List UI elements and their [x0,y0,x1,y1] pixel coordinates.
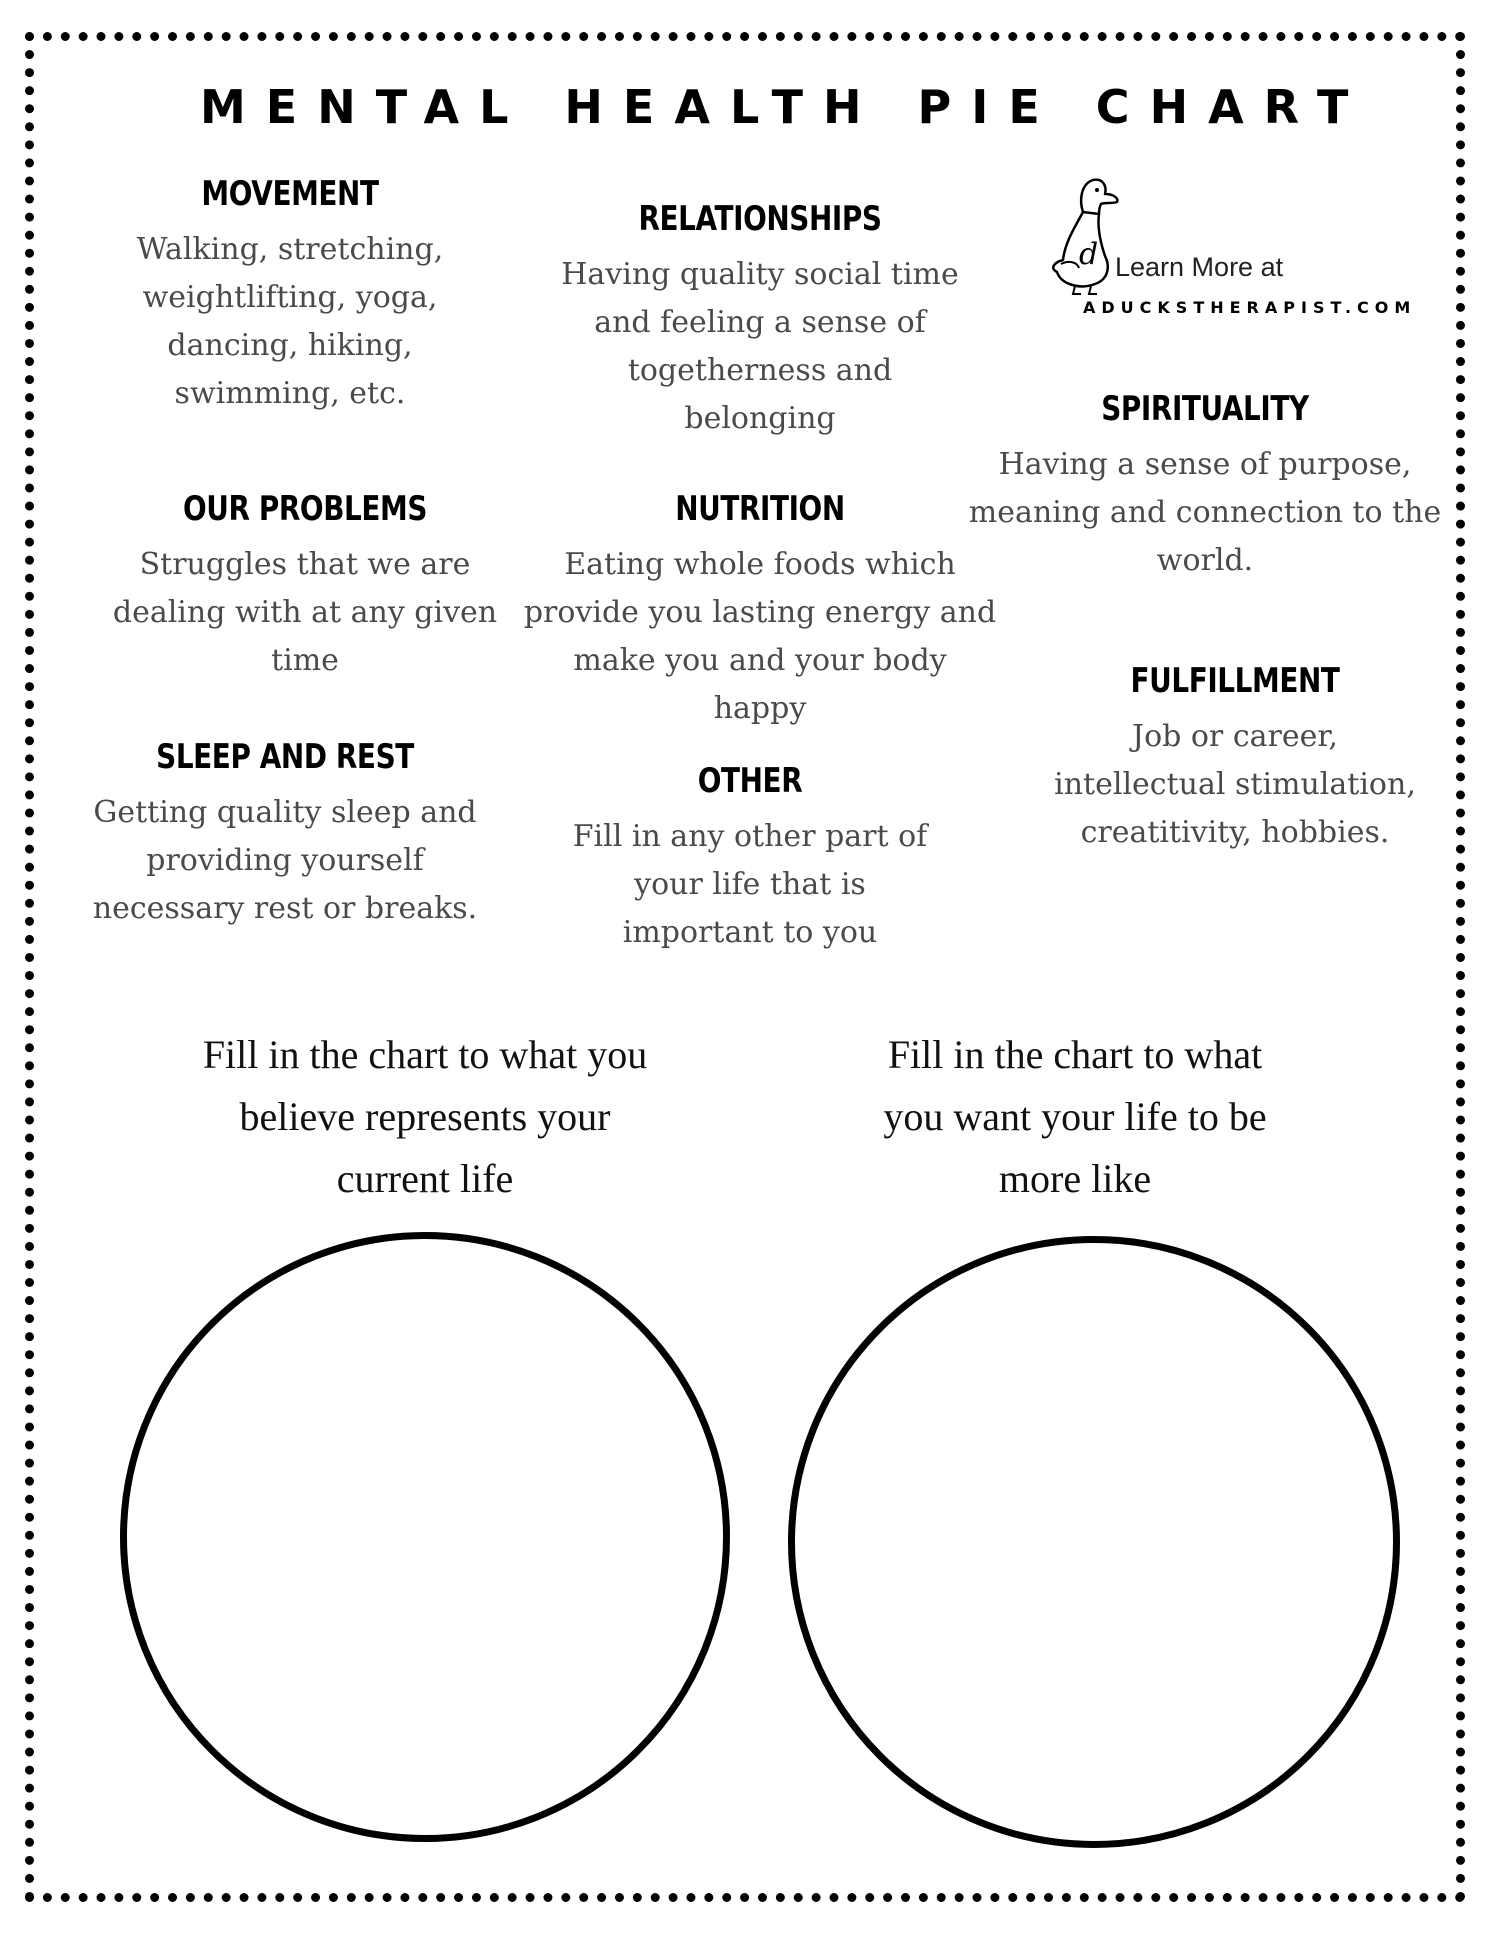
prompt-current-life: Fill in the chart to what you believe represents your current life [202,1032,648,1201]
section-fulfillment [1020,662,1450,857]
section-heading: OTHER [697,761,803,801]
section-nutrition [520,490,1000,733]
section-description: Having quality social time and feeling a sense of togetherness and belonging [561,257,959,437]
section-description: Fill in any other part of your life that is important to you [572,819,928,951]
section-heading: SLEEP AND REST [156,737,414,777]
section-heading: NUTRITION [675,489,845,529]
section-description: Eating whole foods which provide you lasting energy and make you and your body happy [523,547,997,727]
blank-pie-chart-desired[interactable] [788,1236,1400,1848]
section-our-problems [95,490,515,685]
section-movement [90,175,490,418]
section-description: Walking, stretching, weightlifting, yoga, dancing, hiking, swimming, etc. [136,232,444,412]
logo-letter: d [1079,237,1099,272]
section-sleep-and-rest [85,738,485,933]
website-link[interactable]: ADUCKSTHERAPIST.COM [1083,298,1417,317]
section-heading: MOVEMENT [201,174,379,214]
section-spirituality [960,390,1450,585]
section-relationships [520,200,1000,443]
section-heading: OUR PROBLEMS [182,489,428,529]
section-description: Getting quality sleep and providing yourself necessary rest or breaks. [92,795,478,927]
section-description: Struggles that we are dealing with at any given time [112,547,498,679]
page-title: MENTAL HEALTH PIE CHART [200,80,1369,134]
section-description: Job or career, intellectual stimulation, creatitivity, hobbies. [1054,719,1416,851]
section-heading: FULFILLMENT [1130,661,1340,701]
prompt-desired-life: Fill in the chart to what you want your life to be more like [883,1032,1267,1201]
section-other [560,762,940,957]
section-heading: SPIRITUALITY [1101,389,1309,429]
learn-more-text: Learn More at [1115,252,1284,282]
blank-pie-chart-current[interactable] [120,1232,730,1842]
section-heading: RELATIONSHIPS [638,199,882,239]
section-description: Having a sense of purpose, meaning and connection to the world. [968,447,1442,579]
